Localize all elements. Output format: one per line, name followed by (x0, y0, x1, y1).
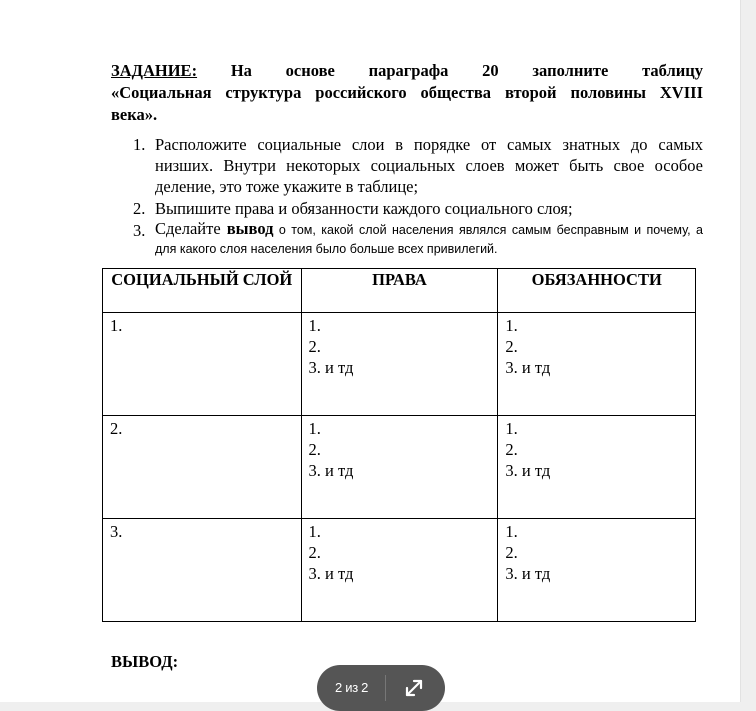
header-duties: ОБЯЗАННОСТИ (498, 269, 696, 313)
conclusion-label: ВЫВОД: (111, 652, 179, 671)
layer-cell: 3. (103, 519, 302, 622)
duties-cell: 1. 2. 3. и тд (498, 416, 696, 519)
task-keyword: ЗАДАНИЕ: (111, 61, 198, 80)
header-social-layer: СОЦИАЛЬНЫЙ СЛОЙ (103, 269, 302, 313)
social-structure-table (102, 268, 696, 622)
duties-cell: 1. 2. 3. и тд (498, 519, 696, 622)
table-header-row (103, 269, 696, 313)
page-counter: 2 из 2 (335, 680, 369, 695)
rights-cell: 1. 2. 3. и тд (301, 519, 498, 622)
instruction-item: 2. Выпишите права и обязанности каждого социального слоя; (133, 199, 573, 218)
duties-cell: 1. 2. 3. и тд (498, 313, 696, 416)
page-counter-bar (317, 665, 445, 711)
pager-divider (385, 675, 386, 701)
layer-cell: 1. (103, 313, 302, 416)
task-line3: века». (111, 105, 158, 124)
layer-cell: 2. (103, 416, 302, 519)
table-row (103, 519, 696, 622)
conclusion-keyword: вывод (226, 219, 274, 238)
rights-cell: 1. 2. 3. и тд (301, 313, 498, 416)
task-heading (111, 60, 703, 126)
expand-arrows-icon[interactable] (403, 677, 425, 699)
table-row (103, 416, 696, 519)
instruction-item: 1. Расположите социальные слои в порядке от самых знатных до самых низших. Внутри некоторых социальных слоев может быть свое особое деление, это тоже укажите в таблице; (133, 135, 703, 196)
rights-cell: 1. 2. 3. и тд (301, 416, 498, 519)
task-line1: На основе параграфа 20 заполните таблицу (197, 61, 703, 80)
task-line2: «Социальная структура российского общества второй половины XVIII (111, 83, 703, 102)
header-rights: ПРАВА (301, 269, 498, 313)
table-row (103, 313, 696, 416)
instruction-item: 3. Сделайте вывод о том, какой слой населения являлся самым бесправным и почему, а для какого слоя населения было больше всех привилегий. (133, 219, 704, 256)
instructions-list (133, 134, 703, 259)
